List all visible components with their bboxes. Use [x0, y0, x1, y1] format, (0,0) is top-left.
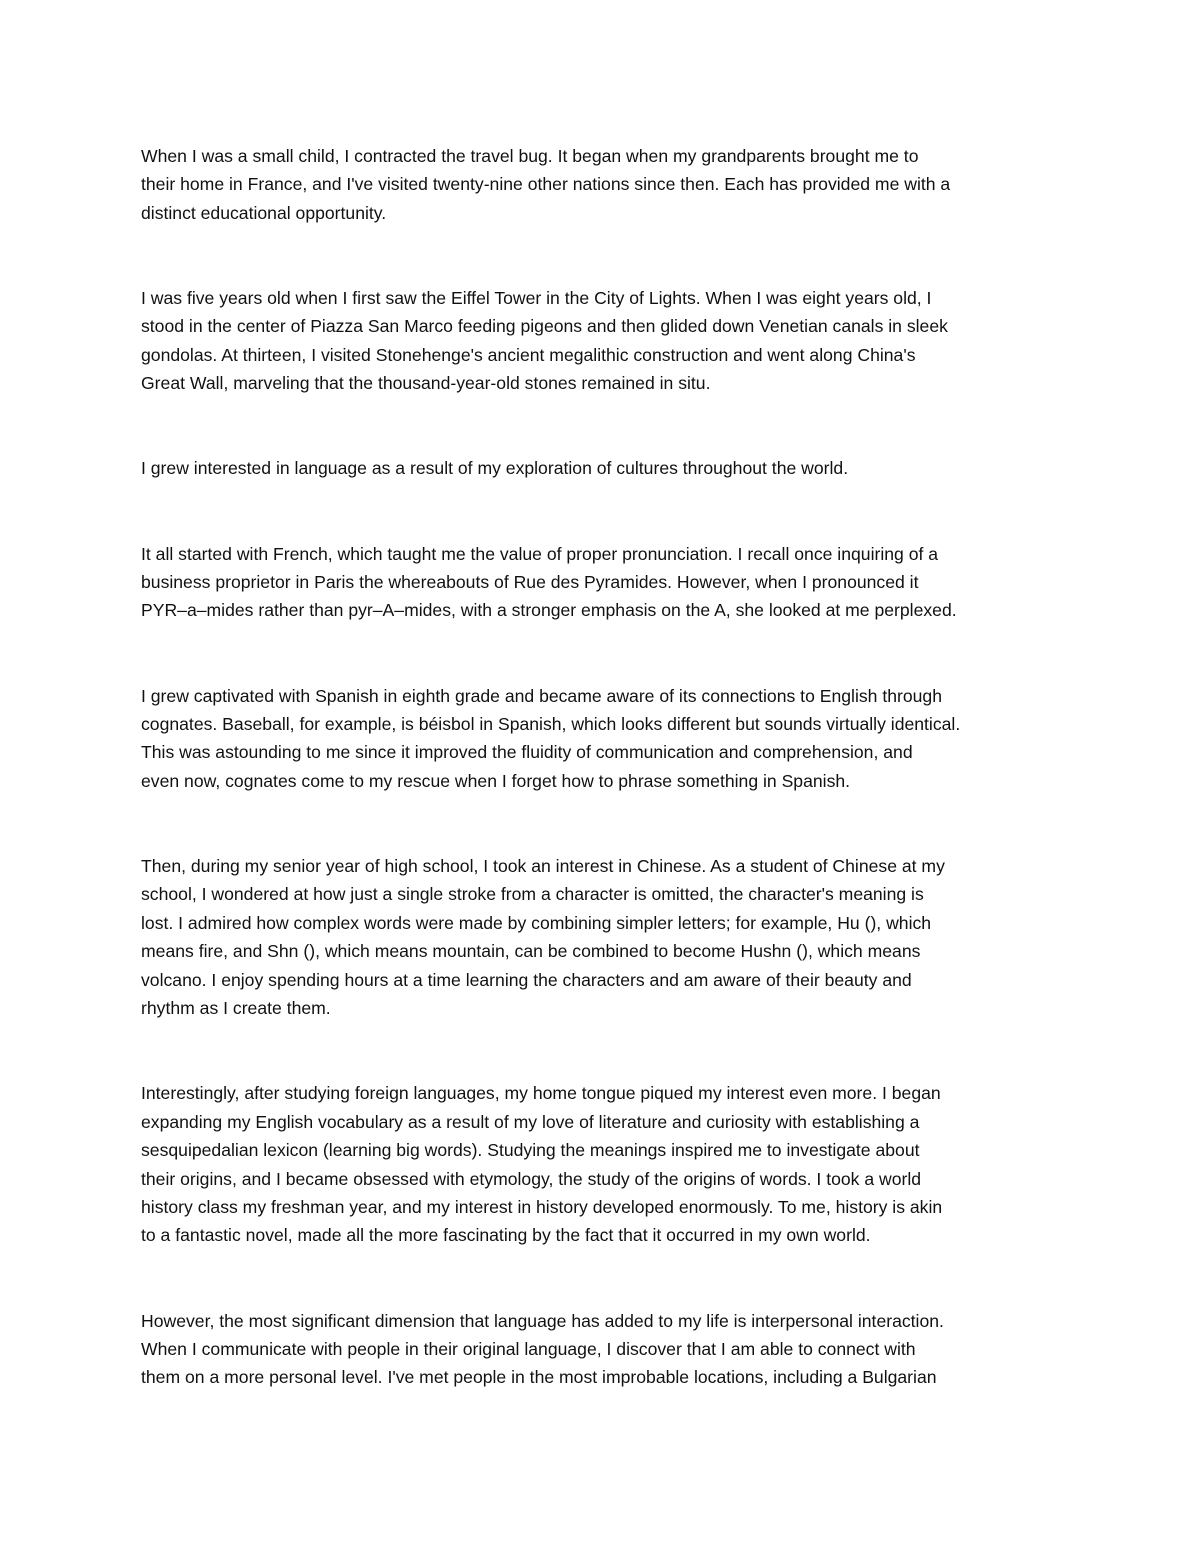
paragraph-language-interest: [141, 454, 1063, 482]
text-line: I grew captivated with Spanish in eighth grade and became aware of its connections to English through: [141, 685, 943, 706]
text-line: distinct educational opportunity.: [141, 202, 387, 223]
text-line: their origins, and I became obsessed with etymology, the study of the origins of words. I took a world: [141, 1168, 922, 1189]
text-line: sesquipedalian lexicon (learning big words). Studying the meanings inspired me to investigate about: [141, 1140, 920, 1161]
text-line: even now, cognates come to my rescue when I forget how to phrase something in Spanish.: [141, 770, 851, 791]
paragraph-landmarks: [141, 284, 1063, 398]
paragraph-spanish: [141, 682, 1063, 796]
paragraph-travel-bug: [141, 142, 1063, 227]
paragraph-interpersonal: [141, 1307, 1063, 1392]
paragraph-french: [141, 540, 1063, 625]
text-line: their home in France, and I've visited twenty-nine other nations since then. Each has provided me with a: [141, 174, 951, 195]
text-line: cognates. Baseball, for example, is béisbol in Spanish, which looks different but sounds virtually identical.: [141, 714, 961, 735]
text-line: PYR–a–mides rather than pyr–A–mides, with a stronger emphasis on the A, she looked at me perplexed.: [141, 600, 957, 621]
text-line: It all started with French, which taught me the value of proper pronunciation. I recall once inquiring of a: [141, 543, 939, 564]
text-line: business proprietor in Paris the whereabouts of Rue des Pyramides. However, when I pronounced it: [141, 572, 919, 593]
text-line: However, the most significant dimension that language has added to my life is interpersonal interaction.: [141, 1310, 944, 1331]
text-line: Interestingly, after studying foreign languages, my home tongue piqued my interest even more. I began: [141, 1083, 941, 1104]
text-line: I was five years old when I first saw the Eiffel Tower in the City of Lights. When I was eight years old, I: [141, 288, 932, 309]
text-line: volcano. I enjoy spending hours at a time learning the characters and am aware of their beauty and: [141, 969, 912, 990]
text-line: to a fantastic novel, made all the more fascinating by the fact that it occurred in my own world.: [141, 1225, 871, 1246]
text-line: Great Wall, marveling that the thousand-year-old stones remained in situ.: [141, 373, 711, 394]
paragraph-english-etymology: [141, 1079, 1063, 1249]
text-line: When I was a small child, I contracted the travel bug. It began when my grandparents brought me to: [141, 146, 919, 166]
text-line: I grew interested in language as a result of my exploration of cultures throughout the world.: [141, 458, 849, 479]
text-line: them on a more personal level. I've met people in the most improbable locations, including a Bulgarian: [141, 1367, 937, 1388]
paragraph-chinese: [141, 852, 1063, 1022]
document-body: [141, 142, 1063, 1449]
text-line: Then, during my senior year of high school, I took an interest in Chinese. As a student of Chinese at my: [141, 856, 945, 877]
text-line: school, I wondered at how just a single stroke from a character is omitted, the character's meaning is: [141, 884, 924, 905]
text-line: stood in the center of Piazza San Marco feeding pigeons and then glided down Venetian canals in sleek: [141, 316, 948, 337]
text-line: expanding my English vocabulary as a result of my love of literature and curiosity with establishing a: [141, 1111, 920, 1132]
text-line: gondolas. At thirteen, I visited Stonehenge's ancient megalithic construction and went along China's: [141, 344, 916, 365]
text-line: When I communicate with people in their original language, I discover that I am able to connect with: [141, 1338, 916, 1359]
text-line: history class my freshman year, and my interest in history developed enormously. To me, history is akin: [141, 1196, 943, 1217]
text-line: This was astounding to me since it improved the fluidity of communication and comprehension, and: [141, 742, 913, 763]
text-line: lost. I admired how complex words were made by combining simpler letters; for example, Hu (), which: [141, 912, 932, 933]
text-line: means fire, and Shn (), which means mountain, can be combined to become Hushn (), which means: [141, 941, 921, 962]
text-line: rhythm as I create them.: [141, 998, 331, 1019]
